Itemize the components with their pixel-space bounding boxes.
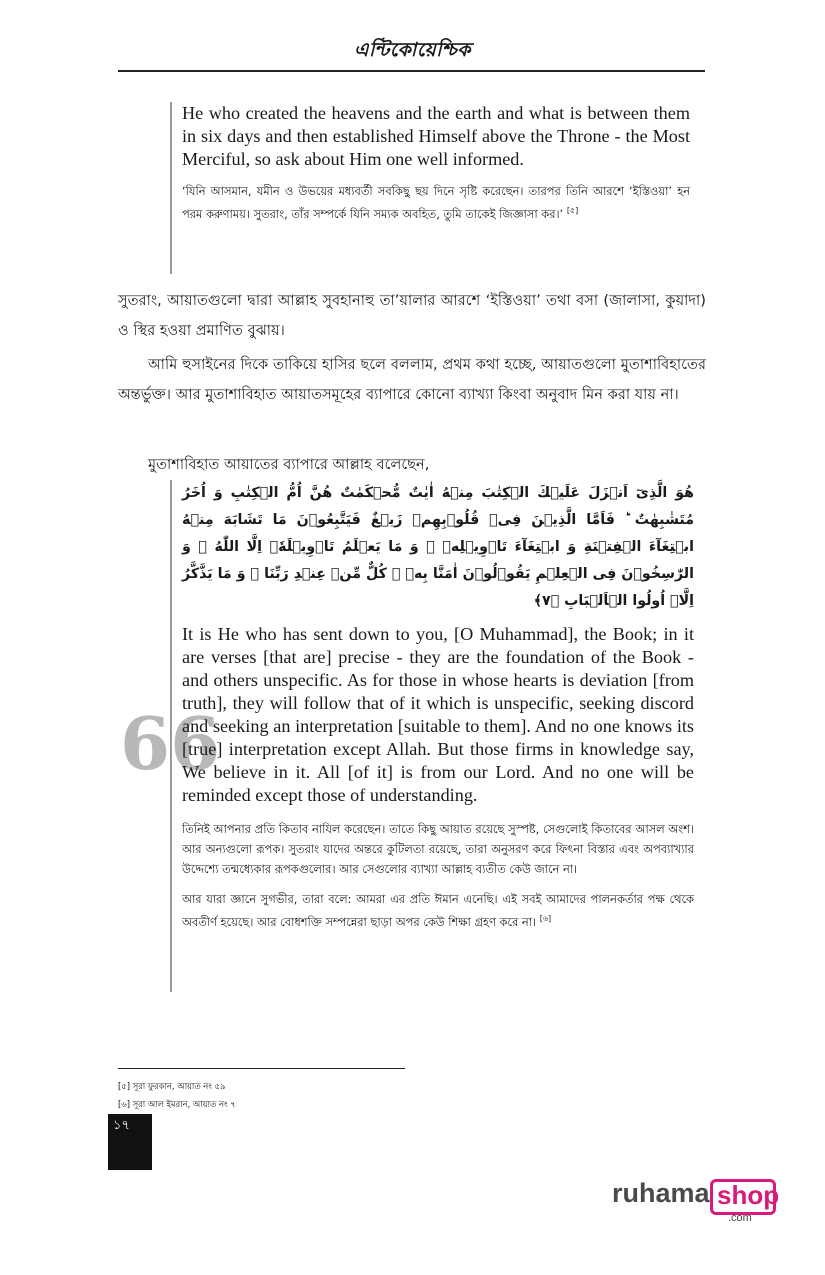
brand-shop-badge [710, 1179, 780, 1215]
brand-name: ruhama [612, 1178, 710, 1208]
ayah-bangla-translation-1: তিনিই আপনার প্রতি কিতাব নাযিল করেছেন। তাতে কিছু আয়াত রয়েছে সুস্পষ্ট, সেগুলোই কিতাবের আসল অংশ। আর অন্যগুলো রূপক। সুতরাং যাদের অন্তরে কুটিলতা রয়েছে, তারা অনুসরণ করে ফিৎনা বিস্তার এবং অপব্যাখ্যার উদ্দেশ্যে তন্মধ্যেকার রূপকগুলোর। আর সেগুলোর ব্যাখ্যা আল্লাহ ব্যতীত কেউ জানে না। [182, 822, 694, 876]
footnote-5: [৫] সূরা ফুরকান, আয়াত নং ৫৯ [118, 1081, 226, 1091]
verse-bangla-translation [182, 181, 690, 224]
footnote-ref-5[interactable]: [৫] [566, 206, 579, 215]
running-header-title: এন্টিকোয়েশ্চিক [354, 39, 471, 61]
quote-block-ayah [170, 480, 694, 992]
header-divider [118, 70, 705, 72]
brand-shop-text: shop [717, 1180, 780, 1210]
brand-domain: .com [728, 1212, 752, 1224]
verse-bangla-text: ‘যিনি আসমান, যমীন ও উভয়ের মধ্যবর্তী সবকিছু ছয় দিনে সৃষ্টি করেছেন। তারপর তিনি আরশে ‘ইস্তিওয়া’ হন পরম করুণাময়। সুতরাং, তাঁর সম্পর্কে যিনি সম্যক অবহিত, তুমি তাকেই জিজ্ঞাসা কর।’ [182, 184, 690, 221]
ayah-bangla-text-2: আর যারা জ্ঞানে সুগভীর, তারা বলে: আমরা এর প্রতি ঈমান এনেছি। এই সবই আমাদের পালনকর্তার পক্ষ থেকে অবতীর্ণ হয়েছে। আর বোধশক্তি সম্পন্নেরা ছাড়া অপর কেউ শিক্ষা গ্রহণ করে না। [182, 892, 694, 929]
page-number: ১৭ [113, 1118, 130, 1133]
body-paragraph-1: সুতরাং, আয়াতগুলো দ্বারা আল্লাহ সুবহানাহু তা’য়ালার আরশে ‘ইস্তিওয়া’ তথা বসা (জালাসা, কুয়াদা) ও স্থির হওয়া প্রমাণিত বুঝায়। [118, 292, 706, 339]
quote-block-verse [170, 102, 690, 274]
body-paragraph-3: মুতাশাবিহাত আয়াতের ব্যাপারে আল্লাহ বলেছেন, [148, 456, 430, 473]
verse-english-text: He who created the heavens and the earth and what is between them in six days and then established Himself above the Throne - the Most Merciful, so ask about Him one well informed. [182, 103, 690, 169]
footnote-ref-6[interactable]: [৬] [539, 914, 552, 923]
ayah-english-text: It is He who has sent down to you, [O Muhammad], the Book; in it are verses [that are] precise - they are the foundation of the Book - and others unspecific. As for those in whose hearts is deviation [from truth], they will follow that of it which is unspecific, seeking discord and seeking an interpretation [suitable to them]. And no one knows its [true] interpretation except Allah. But those firms in knowledge say, We believe in it. All [of it] is from our Lord. And no one will be reminded except those of understanding. [182, 624, 694, 805]
ayah-arabic-text: هُوَ الَّذِىٓ اَنۡزَلَ عَلَيۡكَ الۡكِتٰبَ مِنۡهُ اٰيٰتٌ مُّحۡكَمٰتٌ هُنَّ اُمُّ الۡكِتٰبِ وَ اُخَرُ مُتَشٰبِهٰتٌ ؕ فَاَمَّا الَّذِيۡنَ فِىۡ قُلُوۡبِهِمۡ زَيۡغٌ فَيَتَّبِعُوۡنَ مَا تَشَابَهَ مِنۡهُ ابۡتِغَآءَ الۡفِتۡنَةِ وَ ابۡتِغَآءَ تَاۡوِيۡلِهٖ ۚ وَ مَا يَعۡلَمُ تَاۡوِيۡلَهٗۤ اِلَّا اللّٰهُ ۘ وَ الرّٰسِخُوۡنَ فِى الۡعِلۡمِ يَقُوۡلُوۡنَ اٰمَنَّا بِهٖ ۙ كُلٌّ مِّنۡ عِنۡدِ رَبِّنَا ۚ وَ مَا يَذَّكَّرُ اِلَّاۤ اُولُوا الۡاَلۡبَابِ ﴿۷﴾ [182, 485, 694, 609]
brand-logo [612, 1176, 782, 1228]
footnote-divider [118, 1068, 405, 1069]
ayah-bangla-translation-2 [182, 889, 694, 932]
body-paragraph-2: আমি হুসাইনের দিকে তাকিয়ে হাসির ছলে বললাম, প্রথম কথা হচ্ছে, আয়াতগুলো মুতাশাবিহাতের অন্তর্ভুক্ত। আর মুতাশাবিহাত আয়াতসমূহের ব্যাপারে কোনো ব্যাখ্যা কিংবা অনুবাদ মিন করা যায় না। [118, 356, 706, 403]
page-number-box [108, 1114, 152, 1170]
footnote-6: [৬] সূরা আল ইমরান, আয়াত নং ৭ [118, 1099, 236, 1109]
quote-mark-icon: 66 [120, 701, 221, 786]
